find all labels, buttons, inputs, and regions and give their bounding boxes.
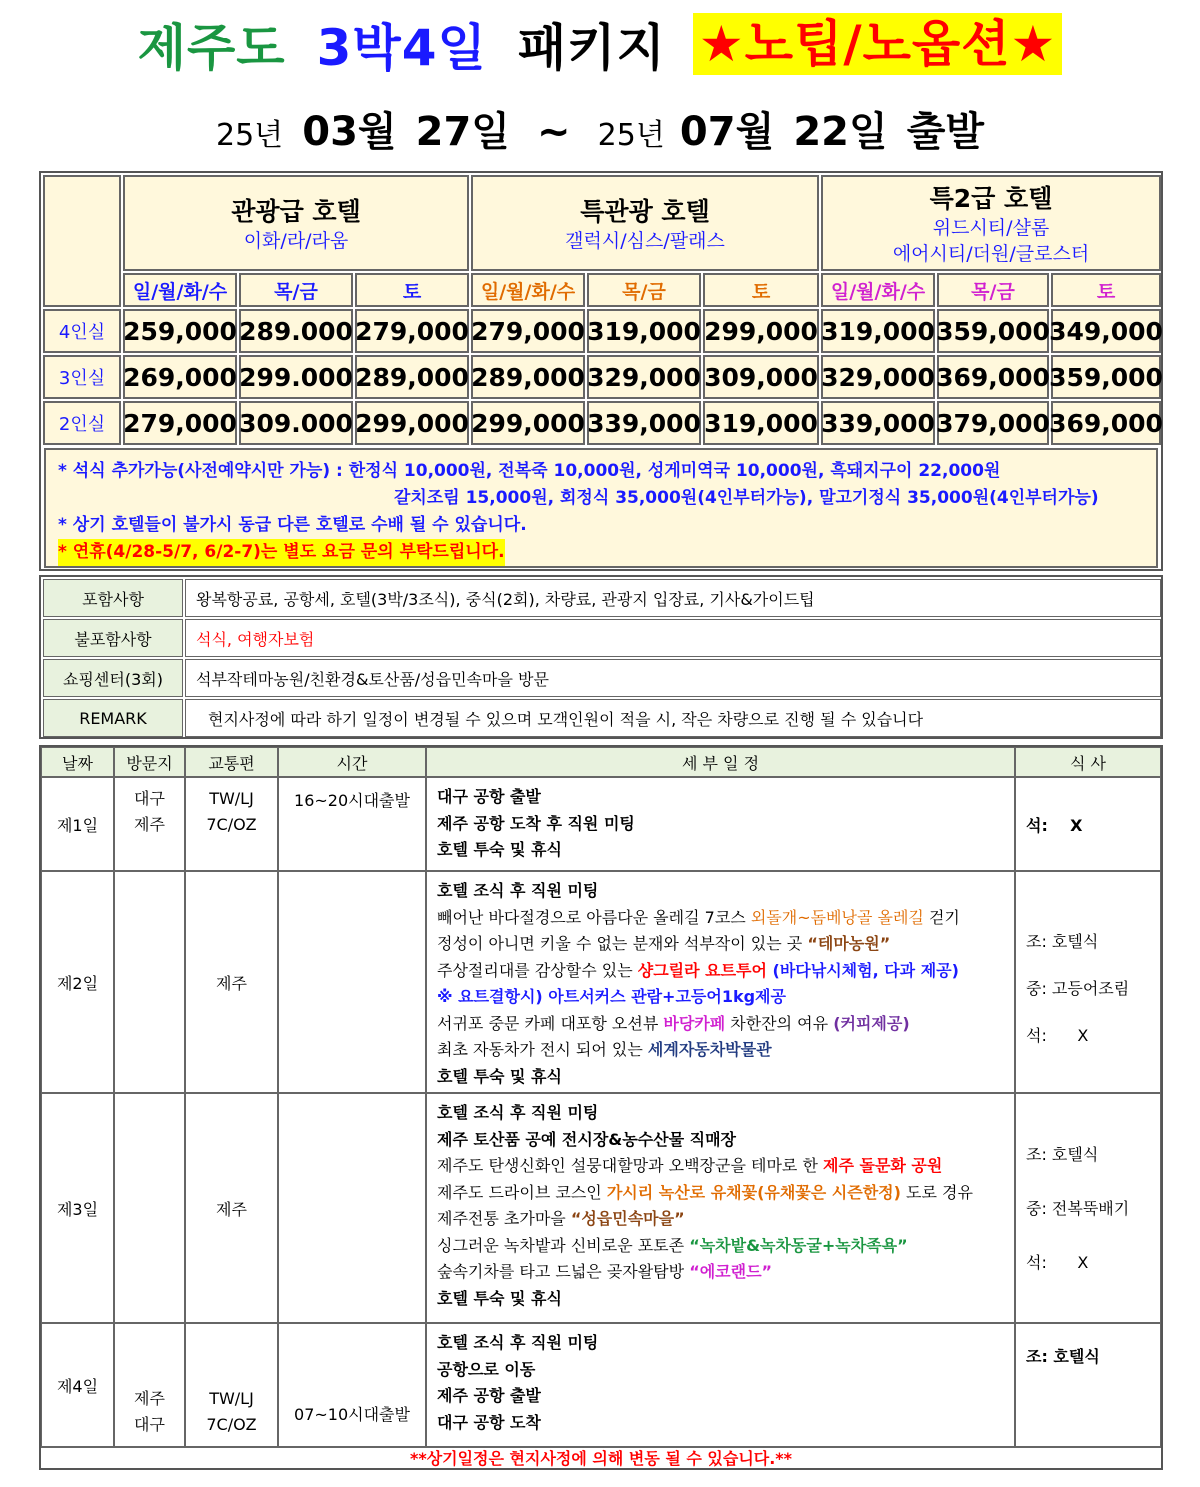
price-cell: 279,000 — [471, 309, 585, 353]
hotel-tier-tourist — [123, 175, 469, 271]
day-schedule — [426, 871, 1015, 1093]
schedule-line: 제주도 드라이브 코스인 가시리 녹산로 유채꽃(유채꽃은 시즌한정) 도로 경유 — [437, 1182, 973, 1202]
info-label: 포함사항 — [43, 579, 183, 617]
price-cell: 379,000 — [937, 401, 1049, 445]
day-meals — [1015, 1093, 1161, 1323]
schedule-line: 대구 공항 출발 — [437, 787, 541, 806]
date-separator: ~ — [537, 109, 571, 155]
price-cell: 299,000 — [355, 401, 469, 445]
place-origin: 제주 — [134, 1389, 165, 1408]
price-cell: 309,000 — [703, 355, 819, 399]
info-table — [39, 575, 1163, 739]
airline-codes: TW/LJ — [209, 789, 254, 808]
end-month: 07월 — [679, 109, 775, 155]
airline-codes: 7C/OZ — [206, 815, 257, 834]
schedule-line: 호텔 투숙 및 휴식 — [437, 1066, 562, 1086]
title-badge: ★노팁/노옵션★ — [693, 13, 1062, 75]
day-header: 일/월/화/수 — [123, 273, 237, 307]
info-row-shopping — [43, 659, 1161, 697]
header-schedule: 세 부 일 정 — [426, 747, 1015, 777]
price-cell: 339,000 — [821, 401, 935, 445]
schedule-line: 정성이 아니면 키울 수 없는 분재와 석부작이 있는 곳 “테마농원” — [437, 934, 891, 953]
day-meals — [1015, 777, 1161, 871]
price-cell: 329,000 — [821, 355, 935, 399]
hotel-tier-special-2 — [821, 175, 1161, 271]
day-header: 목/금 — [937, 273, 1049, 307]
room-label: 4인실 — [43, 309, 121, 353]
meal-dinner: 석: X — [1026, 1026, 1089, 1045]
schedule-line: 제주도 탄생신화인 설뭉대할망과 오백장군을 테마로 한 제주 돌문화 공원 — [437, 1156, 943, 1175]
airline-codes: 7C/OZ — [206, 1415, 257, 1434]
schedule-line: 제주 공항 출발 — [437, 1386, 541, 1405]
schedule-line: 최초 자동차가 전시 되어 있는 세계자동차박물관 — [437, 1040, 772, 1059]
price-cell: 309.000 — [239, 401, 353, 445]
meal-dinner: 석: X — [1026, 1253, 1089, 1272]
price-cell: 299.000 — [239, 355, 353, 399]
schedule-line: 제주 토산품 공예 전시장&농수산물 직매장 — [437, 1129, 736, 1149]
hotel-list: 위드시티/샬롬 — [932, 217, 1050, 239]
price-cell: 299,000 — [471, 401, 585, 445]
day-header: 토 — [703, 273, 819, 307]
info-label: REMARK — [43, 699, 183, 737]
meal-lunch: 중: 전복뚝배기 — [1026, 1199, 1130, 1218]
room-label: 2인실 — [43, 401, 121, 445]
note-dinner-options: * 석식 추가가능(사전예약시만 가능) : 한정식 10,000원, 전복죽 10,000원, 성게미역국 10,000원, 흑돼지구이 22,000원 — [58, 461, 1001, 481]
day-place: 제주 — [185, 1093, 278, 1323]
day-header: 목/금 — [587, 273, 701, 307]
price-table — [39, 171, 1163, 571]
departure-dates — [0, 100, 1200, 166]
meal-breakfast: 조: 호텔식 — [1026, 932, 1099, 951]
price-cell: 359,000 — [937, 309, 1049, 353]
page-title — [0, 8, 1200, 88]
schedule-line: ※ 요트결항시) 아트서커스 관람+고등어1kg제공 — [437, 987, 786, 1006]
info-label: 쇼핑센터(3회) — [43, 659, 183, 697]
end-year: 25년 — [597, 118, 665, 153]
day-place — [114, 777, 185, 871]
meal-dinner: 석: X — [1026, 815, 1083, 835]
day-header: 토 — [355, 273, 469, 307]
day-label: 제3일 — [41, 1093, 114, 1323]
day-place — [114, 1323, 185, 1447]
schedule-line: 서귀포 중문 카페 대포항 오션뷰 바당카페 차한잔의 여유 (커피제공) — [437, 1013, 910, 1033]
itinerary-disclaimer: **상기일정은 현지사정에 의해 변동 될 수 있습니다.** — [41, 1447, 1161, 1469]
day-schedule — [426, 1093, 1015, 1323]
price-cell: 279,000 — [123, 401, 237, 445]
schedule-line: 호텔 투숙 및 휴식 — [437, 1288, 562, 1308]
price-cell: 369,000 — [937, 355, 1049, 399]
day-meals — [1015, 871, 1161, 1093]
day-header: 목/금 — [239, 273, 353, 307]
info-value: 현지사정에 따라 하기 일정이 변경될 수 있으며 모객인원이 적을 시, 작은 차량으로 진행 될 수 있습니다 — [185, 699, 1161, 737]
header-meals: 식 사 — [1015, 747, 1161, 777]
price-cell: 319,000 — [587, 309, 701, 353]
header-place: 방문지 — [114, 747, 185, 777]
price-cell: 339,000 — [587, 401, 701, 445]
meal-breakfast: 조: 호텔식 — [1026, 1347, 1100, 1366]
header-time: 시간 — [278, 747, 426, 777]
day-transport — [185, 777, 278, 871]
title-package: 패키지 — [517, 19, 666, 77]
info-row-remark — [43, 699, 1161, 737]
hotel-tier-name: 관광급 호텔 — [231, 197, 361, 226]
header-date: 날짜 — [41, 747, 114, 777]
schedule-line: 호텔 투숙 및 휴식 — [437, 840, 562, 859]
place-origin: 대구 — [134, 789, 165, 808]
day-header: 일/월/화/수 — [821, 273, 935, 307]
day-label: 제4일 — [41, 1323, 114, 1447]
start-day: 27일 — [415, 109, 510, 155]
day-schedule — [426, 1323, 1015, 1447]
hotel-list: 이화/라/라움 — [243, 230, 349, 252]
title-duration: 3박4일 — [316, 19, 487, 77]
hotel-tier-name: 특2급 호텔 — [929, 184, 1053, 213]
start-year: 25년 — [215, 118, 284, 153]
info-value: 왕복항공료, 공항세, 호텔(3박/3조식), 중식(2회), 차량료, 관광지 입장료, 기사&가이드팁 — [185, 579, 1161, 617]
schedule-line: 호텔 조식 후 직원 미팅 — [437, 1103, 599, 1122]
day-header: 토 — [1051, 273, 1161, 307]
day-meals — [1015, 1323, 1161, 1447]
schedule-line: 제주전통 초가마을 “성읍민속마을” — [437, 1209, 685, 1228]
hotel-tier-special-tourist — [471, 175, 819, 271]
price-cell: 259,000 — [123, 309, 237, 353]
schedule-line: 빼어난 바다절경으로 아름다운 올레길 7코스 외돌개~돔베낭골 올레길 걷기 — [437, 907, 960, 927]
airline-codes: TW/LJ — [209, 1389, 254, 1408]
departure-suffix: 출발 — [906, 109, 984, 155]
schedule-line: 호텔 조식 후 직원 미팅 — [437, 1333, 599, 1352]
info-value: 석부작테마농원/친환경&토산품/성읍민속마을 방문 — [185, 659, 1161, 697]
start-month: 03월 — [302, 109, 397, 155]
price-cell: 319,000 — [821, 309, 935, 353]
price-cell: 319,000 — [703, 401, 819, 445]
schedule-line: 대구 공항 도착 — [437, 1412, 541, 1432]
day-place: 제주 — [185, 871, 278, 1093]
schedule-line: 주상절리대를 감상할수 있는 샹그릴라 요트투어 (바다낚시체험, 다과 제공) — [437, 960, 959, 980]
price-cell: 359,000 — [1051, 355, 1161, 399]
schedule-line: 호텔 조식 후 직원 미팅 — [437, 881, 599, 900]
meal-breakfast: 조: 호텔식 — [1026, 1145, 1099, 1164]
schedule-line: 제주 공항 도착 후 직원 미팅 — [437, 813, 635, 833]
hotel-list: 에어시티/더원/글로스터 — [892, 243, 1090, 265]
note-hotel-substitution: * 상기 호텔들이 불가시 동급 다른 호텔로 수배 될 수 있습니다. — [58, 515, 527, 535]
info-label: 불포함사항 — [43, 619, 183, 657]
schedule-line: 숲속기차를 타고 드넓은 곶자왈탐방 “에코랜드” — [437, 1262, 773, 1281]
place-destination: 대구 — [134, 1415, 165, 1434]
corner-cell — [43, 175, 121, 307]
hotel-list: 갤럭시/심스/팔래스 — [565, 230, 725, 252]
schedule-line: 싱그러운 녹차밭과 신비로운 포토존 “녹차밭&녹차동굴+녹차족욕” — [437, 1235, 908, 1255]
day-label: 제1일 — [41, 777, 114, 871]
price-notes — [44, 448, 1158, 568]
hotel-tier-name: 특관광 호텔 — [580, 197, 710, 226]
info-row-included — [43, 579, 1161, 617]
day-header: 일/월/화/수 — [471, 273, 585, 307]
title-destination: 제주도 — [137, 19, 286, 77]
day-time-empty — [278, 871, 426, 1093]
end-day: 22일 — [793, 109, 888, 155]
room-label: 3인실 — [43, 355, 121, 399]
info-row-excluded — [43, 619, 1161, 657]
day-time: 07~10시대출발 — [278, 1323, 426, 1447]
schedule-line: 공항으로 이동 — [437, 1359, 536, 1379]
price-cell: 279,000 — [355, 309, 469, 353]
price-cell: 329,000 — [587, 355, 701, 399]
header-transport: 교통편 — [185, 747, 278, 777]
day-label: 제2일 — [41, 871, 114, 1093]
day-time: 16~20시대출발 — [278, 777, 426, 871]
price-cell: 289,000 — [355, 355, 469, 399]
price-cell: 369,000 — [1051, 401, 1161, 445]
price-cell: 289,000 — [471, 355, 585, 399]
day-transport — [185, 1323, 278, 1447]
note-dinner-options-cont: 갈치조림 15,000원, 회정식 35,000원(4인부터가능), 말고기정식 35,000원(4인부터가능) — [394, 488, 1099, 508]
place-destination: 제주 — [134, 815, 165, 834]
price-cell: 349,000 — [1051, 309, 1161, 353]
note-holiday-pricing: * 연휴(4/28-5/7, 6/2-7)는 별도 요금 문의 부탁드립니다. — [58, 539, 505, 566]
day-place-empty — [114, 871, 185, 1093]
day-time-empty — [278, 1093, 426, 1323]
day-place-empty — [114, 1093, 185, 1323]
info-value: 석식, 여행자보험 — [185, 619, 1161, 657]
price-cell: 269,000 — [123, 355, 237, 399]
itinerary-table — [39, 745, 1163, 1470]
meal-lunch: 중: 고등어조림 — [1026, 979, 1130, 998]
price-cell: 299,000 — [703, 309, 819, 353]
day-schedule — [426, 777, 1015, 871]
price-cell: 289.000 — [239, 309, 353, 353]
